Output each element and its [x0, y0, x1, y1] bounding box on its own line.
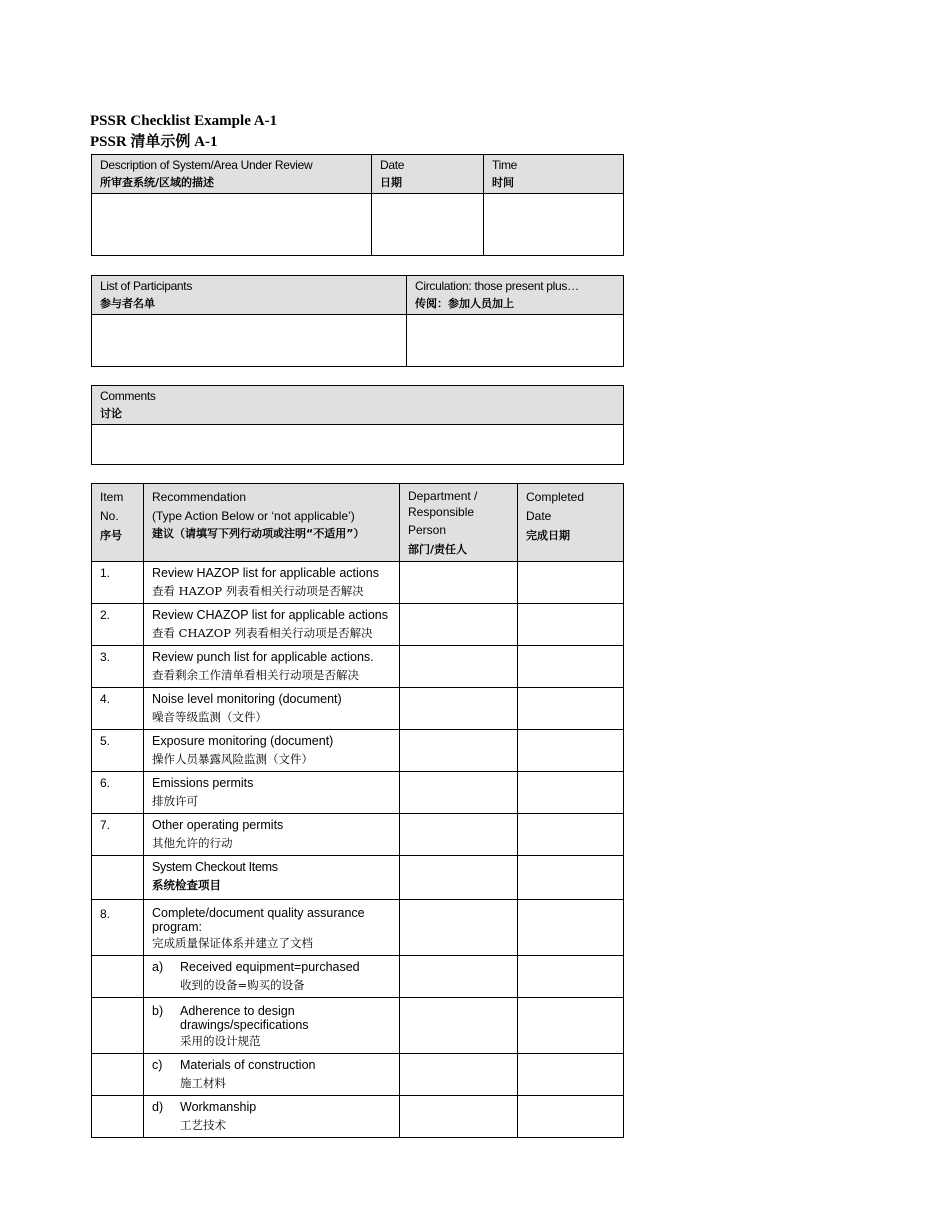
department-cell[interactable]	[400, 646, 518, 688]
sub-item: a) Received equipment=purchased 收到的设备=购买的设备	[144, 956, 400, 998]
completed-date-cell[interactable]	[518, 814, 624, 856]
completed-date-header: Completed Date 完成日期	[518, 484, 624, 562]
department-cell[interactable]	[400, 730, 518, 772]
date-cell[interactable]	[372, 194, 484, 256]
table-row	[92, 814, 624, 856]
time-cell[interactable]	[484, 194, 624, 256]
comments-header: Comments 讨论	[92, 386, 624, 425]
participants-table	[91, 275, 624, 367]
recommendation-cell: Other operating permits 其他允许的行动	[144, 814, 400, 856]
sub-item: d) Workmanship 工艺技术	[144, 1096, 400, 1138]
checklist-table	[91, 483, 624, 1138]
table-row	[92, 900, 624, 956]
system-description-header: Description of System/Area Under Review 所审查系统/区域的描述	[92, 155, 372, 194]
completed-date-cell[interactable]	[518, 1054, 624, 1096]
comments-cell[interactable]	[92, 425, 624, 465]
table-row	[92, 1096, 624, 1138]
table-row	[92, 688, 624, 730]
table-row	[92, 998, 624, 1054]
section-title: System Checkout Items 系统检查项目	[144, 856, 400, 900]
department-header: Department / Responsible Person 部门/责任人	[400, 484, 518, 562]
table-row	[92, 730, 624, 772]
completed-date-cell[interactable]	[518, 856, 624, 900]
circulation-header: Circulation: those present plus… 传阅：参加人员加上	[407, 276, 624, 315]
department-cell[interactable]	[400, 604, 518, 646]
recommendation-cell: Complete/document quality assurance program: 完成质量保证体系并建立了文档	[144, 900, 400, 956]
department-cell[interactable]	[400, 1054, 518, 1096]
sub-item: c) Materials of construction 施工材料	[144, 1054, 400, 1096]
recommendation-cell: Review HAZOP list for applicable actions 查看 HAZOP 列表看相关行动项是否解决	[144, 562, 400, 604]
department-cell[interactable]	[400, 688, 518, 730]
item-no: 2.	[92, 604, 144, 646]
participants-cell[interactable]	[92, 315, 407, 367]
recommendation-cell: Review punch list for applicable actions. 查看剩余工作清单看相关行动项是否解决	[144, 646, 400, 688]
system-description-cell[interactable]	[92, 194, 372, 256]
document-title: PSSR Checklist Example A-1	[90, 113, 278, 129]
sub-item: b) Adherence to design drawings/specifications 采用的设计规范	[144, 998, 400, 1054]
item-no: 4.	[92, 688, 144, 730]
item-no: 1.	[92, 562, 144, 604]
table-row	[92, 562, 624, 604]
recommendation-cell: Exposure monitoring (document) 操作人员暴露风险监测（文件）	[144, 730, 400, 772]
item-no: 6.	[92, 772, 144, 814]
document-title-zh: PSSR 清单示例 A-1	[90, 134, 218, 150]
completed-date-cell[interactable]	[518, 1096, 624, 1138]
item-no-header: Item No. 序号	[92, 484, 144, 562]
department-cell[interactable]	[400, 772, 518, 814]
comments-table	[91, 385, 624, 465]
department-cell[interactable]	[400, 562, 518, 604]
department-cell[interactable]	[400, 856, 518, 900]
item-no: 5.	[92, 730, 144, 772]
recommendation-cell: Noise level monitoring (document) 噪音等级监测（文件）	[144, 688, 400, 730]
completed-date-cell[interactable]	[518, 772, 624, 814]
completed-date-cell[interactable]	[518, 562, 624, 604]
department-cell[interactable]	[400, 814, 518, 856]
section-row	[92, 856, 624, 900]
table-row	[92, 956, 624, 998]
completed-date-cell[interactable]	[518, 730, 624, 772]
table-row	[92, 604, 624, 646]
participants-header: List of Participants 参与者名单	[92, 276, 407, 315]
department-cell[interactable]	[400, 900, 518, 956]
completed-date-cell[interactable]	[518, 900, 624, 956]
table-row	[92, 646, 624, 688]
table-row	[92, 772, 624, 814]
completed-date-cell[interactable]	[518, 688, 624, 730]
department-cell[interactable]	[400, 998, 518, 1054]
recommendation-cell: Review CHAZOP list for applicable actions 查看 CHAZOP 列表看相关行动项是否解决	[144, 604, 400, 646]
department-cell[interactable]	[400, 1096, 518, 1138]
item-no: 3.	[92, 646, 144, 688]
review-info-table	[91, 154, 624, 256]
recommendation-cell: Emissions permits 排放许可	[144, 772, 400, 814]
completed-date-cell[interactable]	[518, 646, 624, 688]
completed-date-cell[interactable]	[518, 998, 624, 1054]
table-row	[92, 1054, 624, 1096]
completed-date-cell[interactable]	[518, 604, 624, 646]
recommendation-header: Recommendation (Type Action Below or ‘not applicable’) 建议（请填写下列行动项或注明“不适用”）	[144, 484, 400, 562]
item-no: 7.	[92, 814, 144, 856]
department-cell[interactable]	[400, 956, 518, 998]
completed-date-cell[interactable]	[518, 956, 624, 998]
date-header: Date 日期	[372, 155, 484, 194]
item-no: 8.	[92, 900, 144, 956]
time-header: Time 时间	[484, 155, 624, 194]
circulation-cell[interactable]	[407, 315, 624, 367]
